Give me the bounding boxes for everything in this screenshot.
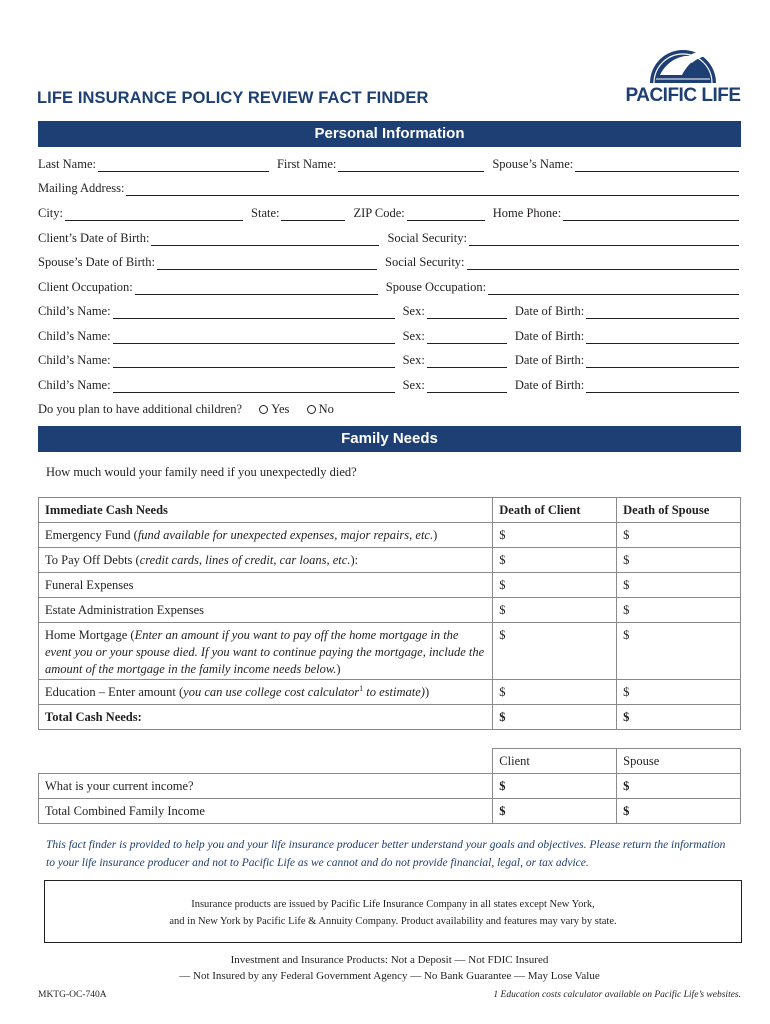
- last-name-field[interactable]: [98, 160, 269, 172]
- spouse-ssn-label: Social Security:: [385, 255, 465, 269]
- pacific-life-logo: [620, 45, 746, 113]
- investment-disclosure: [38, 952, 741, 984]
- debts-client-amount[interactable]: $: [493, 548, 617, 573]
- mailing-address-label: Mailing Address:: [38, 181, 125, 195]
- child-row-2: [38, 328, 739, 344]
- yes-checkbox[interactable]: [259, 405, 268, 414]
- form-code: MKTG-OC-740A: [38, 990, 107, 1000]
- yes-label: Yes: [271, 402, 290, 416]
- no-label: No: [318, 402, 334, 416]
- mortgage-label: Home Mortgage (Enter an amount if you want to pay off the home mortgage in the event you or your spouse died. If you want to continue paying the mortgage, include the amount of the mortgage in the family income needs below.): [39, 623, 493, 680]
- child-dob-label: Date of Birth:: [514, 353, 585, 367]
- spouse-dob-label: Spouse’s Date of Birth:: [38, 255, 156, 269]
- child-sex-field-3[interactable]: [427, 356, 507, 368]
- income-header-row: [39, 749, 741, 774]
- child-sex-field-2[interactable]: [427, 332, 507, 344]
- insurance-notice-box: [44, 880, 742, 943]
- city-row: [38, 205, 739, 221]
- child-sex-field-1[interactable]: [427, 307, 507, 319]
- child-row-1: [38, 303, 739, 319]
- child-dob-label: Date of Birth:: [514, 378, 585, 392]
- child-dob-field-4[interactable]: [586, 381, 739, 393]
- family-income-client[interactable]: $: [493, 799, 617, 824]
- additional-children-label: Do you plan to have additional children?: [38, 402, 243, 416]
- header-death-of-client: Death of Client: [493, 498, 617, 523]
- client-dob-row: [38, 230, 739, 246]
- last-name-label: Last Name:: [38, 157, 96, 171]
- section-family-needs: Family Needs: [38, 426, 741, 452]
- education-spouse-amount[interactable]: $: [617, 680, 741, 705]
- funeral-spouse-amount[interactable]: $: [617, 573, 741, 598]
- spouse-name-label: Spouse’s Name:: [492, 157, 574, 171]
- client-occupation-field[interactable]: [135, 283, 378, 295]
- additional-children-question: [38, 402, 334, 417]
- child-sex-field-4[interactable]: [427, 381, 507, 393]
- spouse-ssn-field[interactable]: [467, 258, 739, 270]
- child-name-label: Child’s Name:: [38, 378, 111, 392]
- zip-label: ZIP Code:: [353, 206, 405, 220]
- family-income-label: Total Combined Family Income: [39, 799, 493, 824]
- child-sex-label: Sex:: [402, 329, 425, 343]
- estate-client-amount[interactable]: $: [493, 598, 617, 623]
- current-income-label: What is your current income?: [39, 774, 493, 799]
- city-field[interactable]: [65, 209, 243, 221]
- city-label: City:: [38, 206, 64, 220]
- disclosure-line-2: — Not Insured by any Federal Government Agency — No Bank Guarantee — May Lose Value: [179, 970, 600, 982]
- total-spouse-amount[interactable]: $: [617, 705, 741, 730]
- family-income-spouse[interactable]: $: [617, 799, 741, 824]
- table-row: [39, 623, 741, 680]
- debts-label: To Pay Off Debts (credit cards, lines of credit, car loans, etc.):: [39, 548, 493, 573]
- estate-spouse-amount[interactable]: $: [617, 598, 741, 623]
- child-name-field-3[interactable]: [113, 356, 395, 368]
- notice-line-1: Insurance products are issued by Pacific Life Insurance Company in all states except New York,: [191, 899, 595, 910]
- child-row-3: [38, 352, 739, 368]
- client-dob-field[interactable]: [151, 234, 379, 246]
- child-name-label: Child’s Name:: [38, 304, 111, 318]
- client-ssn-label: Social Security:: [387, 231, 467, 245]
- funeral-label: Funeral Expenses: [39, 573, 493, 598]
- estate-label: Estate Administration Expenses: [39, 598, 493, 623]
- child-name-label: Child’s Name:: [38, 353, 111, 367]
- first-name-field[interactable]: [338, 160, 484, 172]
- child-dob-field-3[interactable]: [586, 356, 739, 368]
- table-row: [39, 523, 741, 548]
- header-death-of-spouse: Death of Spouse: [617, 498, 741, 523]
- child-name-field-1[interactable]: [113, 307, 395, 319]
- header-client: Client: [493, 749, 617, 774]
- spouse-dob-field[interactable]: [157, 258, 377, 270]
- zip-field[interactable]: [407, 209, 485, 221]
- client-dob-label: Client’s Date of Birth:: [38, 231, 150, 245]
- child-dob-label: Date of Birth:: [514, 304, 585, 318]
- spouse-dob-row: [38, 254, 739, 270]
- education-client-amount[interactable]: $: [493, 680, 617, 705]
- footnote: 1 Education costs calculator available on Pacific Life’s websites.: [493, 990, 741, 1000]
- current-income-client[interactable]: $: [493, 774, 617, 799]
- home-phone-label: Home Phone:: [492, 206, 562, 220]
- client-occupation-label: Client Occupation:: [38, 280, 133, 294]
- first-name-label: First Name:: [276, 157, 337, 171]
- notice-line-2: and in New York by Pacific Life & Annuity Company. Product availability and features may vary by state.: [169, 916, 617, 927]
- total-cash-needs-label: Total Cash Needs:: [39, 705, 493, 730]
- mortgage-client-amount[interactable]: $: [493, 623, 617, 680]
- client-ssn-field[interactable]: [469, 234, 739, 246]
- child-sex-label: Sex:: [402, 304, 425, 318]
- spouse-name-field[interactable]: [575, 160, 739, 172]
- address-row: [38, 180, 739, 196]
- document-title: LIFE INSURANCE POLICY REVIEW FACT FINDER: [37, 89, 429, 107]
- debts-spouse-amount[interactable]: $: [617, 548, 741, 573]
- spouse-occupation-field[interactable]: [488, 283, 739, 295]
- emergency-spouse-amount[interactable]: $: [617, 523, 741, 548]
- no-checkbox[interactable]: [307, 405, 316, 414]
- table-row: [39, 548, 741, 573]
- child-dob-field-2[interactable]: [586, 332, 739, 344]
- disclaimer-text: This fact finder is provided to help you and your life insurance producer better understand your goals and objectives. Please return the information to your life insurance producer and not to Pacific Life as we cannot and do not provide financial, legal, or tax advice.: [46, 839, 726, 869]
- family-needs-intro: How much would your family need if you unexpectedly died?: [46, 465, 357, 479]
- table-row: [39, 799, 741, 824]
- table-row: [39, 680, 741, 705]
- name-row: [38, 156, 739, 172]
- child-sex-label: Sex:: [402, 353, 425, 367]
- logo-text: PACIFIC LIFE: [625, 85, 741, 106]
- spouse-occupation-label: Spouse Occupation:: [385, 280, 487, 294]
- emergency-client-amount[interactable]: $: [493, 523, 617, 548]
- income-table: [38, 748, 741, 824]
- state-label: State:: [251, 206, 280, 220]
- mailing-address-field[interactable]: [126, 184, 739, 196]
- child-dob-label: Date of Birth:: [514, 329, 585, 343]
- child-sex-label: Sex:: [402, 378, 425, 392]
- child-dob-field-1[interactable]: [586, 307, 739, 319]
- education-label: Education – Enter amount (you can use college cost calculator$^1$ to estimate)): [39, 680, 493, 705]
- current-income-spouse[interactable]: $: [617, 774, 741, 799]
- mortgage-spouse-amount[interactable]: $: [617, 623, 741, 680]
- table-row: [39, 598, 741, 623]
- disclosure-line-1: Investment and Insurance Products: Not a Deposit — Not FDIC Insured: [230, 954, 549, 966]
- child-name-field-2[interactable]: [113, 332, 395, 344]
- header-immediate-cash-needs: Immediate Cash Needs: [39, 498, 493, 523]
- child-name-label: Child’s Name:: [38, 329, 111, 343]
- total-client-amount[interactable]: $: [493, 705, 617, 730]
- table-row: [39, 573, 741, 598]
- table-row: [39, 705, 741, 730]
- table-row: [39, 774, 741, 799]
- occupation-row: [38, 279, 739, 295]
- whale-logo-icon: [646, 45, 720, 85]
- emergency-fund-label: Emergency Fund (fund available for unexpected expenses, major repairs, etc.): [39, 523, 493, 548]
- cash-needs-table: [38, 497, 741, 730]
- header-spouse: Spouse: [617, 749, 741, 774]
- child-row-4: [38, 377, 739, 393]
- section-personal-information: Personal Information: [38, 121, 741, 147]
- funeral-client-amount[interactable]: $: [493, 573, 617, 598]
- table-header-row: [39, 498, 741, 523]
- home-phone-field[interactable]: [563, 209, 739, 221]
- child-name-field-4[interactable]: [113, 381, 395, 393]
- state-field[interactable]: [281, 209, 345, 221]
